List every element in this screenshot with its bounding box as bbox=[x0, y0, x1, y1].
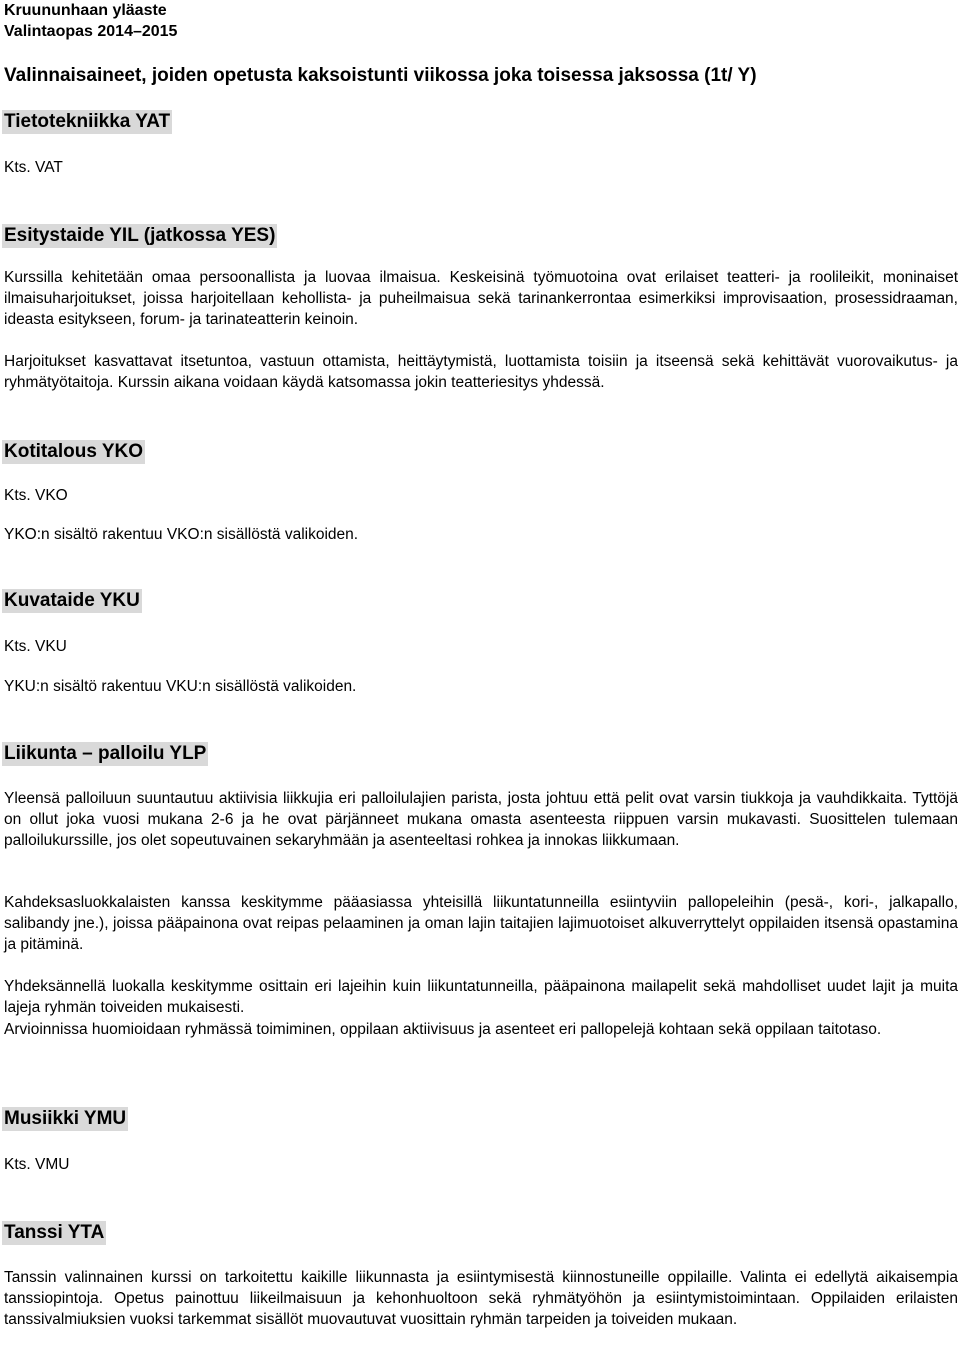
paragraph-ylp-2: Kahdeksasluokkalaisten kanssa keskitymme pääasiassa yhteisillä liikuntatunneilla esiintyviin pallopeleihin (pesä-, kori-, jalkapallo, salibandy jne.), joissa pääpainona ovat reipas pelaaminen ja oman lajin taitajien lajimuotoiset alkuverryttelyt oppilaiden itsensä opastamina ja pitäminä. bbox=[4, 894, 958, 953]
guide-title: Valintaopas 2014–2015 bbox=[4, 23, 178, 40]
section-ref-yko: Kts. VKO bbox=[4, 487, 68, 504]
paragraph-ylp-1: Yleensä palloiluun suuntautuu aktiivisia liikkujia eri palloilulajien parista, josta johtuu että pelit ovat varsin tiukkoja ja vauhdikkaita. Tyttöjä on ollut joka vuosi mukana 2-6 ja he ovat pärjänneet mukana omasta asenteesta riippuen varsin mukavasti. Suosittelen tulemaan palloilukurssille, jos olet sopeutuvainen sekaryhmään ja asenteeltasi rohkea ja innokas liikkumaan. bbox=[4, 790, 958, 849]
section-note-yku: YKU:n sisältö rakentuu VKU:n sisällöstä valikoiden. bbox=[4, 678, 357, 695]
paragraph-yta-1: Tanssin valinnainen kurssi on tarkoitettu kaikille liikunnasta ja esiintymisestä kiinnostuneille oppilaille. Valinta ei edellytä aikaisempia tanssiopintoja. Opetus painottuu liikeilmaisuun ja kehonhuoltoon sekä ryhmätyöhön ja esiintymistoimintaan. Oppilaiden erilaisten tanssivalmiuksien vuoksi tarkemmat sisällöt muovautuvat vuosittain ryhmän tarpeiden ja toiveiden mukaan. bbox=[4, 1269, 958, 1328]
section-heading-yat: Tietotekniikka YAT bbox=[4, 111, 171, 132]
section-note-yko: YKO:n sisältö rakentuu VKO:n sisällöstä valikoiden. bbox=[4, 526, 359, 543]
section-heading-yta: Tanssi YTA bbox=[4, 1222, 105, 1243]
school-name: Kruununhaan yläaste bbox=[4, 2, 167, 19]
section-ref-ymu: Kts. VMU bbox=[4, 1156, 70, 1173]
document-header bbox=[4, 0, 177, 42]
paragraph-yil-2: Harjoitukset kasvattavat itsetuntoa, vastuun ottamista, heittäytymistä, luottamista toisiin ja itseensä sekä kehittävät vuorovaikutus- ja ryhmätyötaitoja. Kurssin aikana voidaan käydä katsomassa jokin teatteriesitys yhdessä. bbox=[4, 353, 958, 391]
section-heading-ylp: Liikunta – palloilu YLP bbox=[4, 743, 207, 764]
paragraph-ylp-3: Yhdeksännellä luokalla keskitymme osittain eri lajeihin kuin liikuntatunneilla, pääpainona mailapelit sekä mahdolliset uudet lajit ja muita lajeja ryhmän toiveiden mukaisesti. bbox=[4, 978, 958, 1016]
section-ref-yat: Kts. VAT bbox=[4, 159, 63, 176]
paragraph-ylp-4: Arvioinnissa huomioidaan ryhmässä toimiminen, oppilaan aktiivisuus ja asenteet eri pallopelejä kohtaan sekä oppilaan taitotaso. bbox=[4, 1021, 882, 1038]
section-ref-yku: Kts. VKU bbox=[4, 638, 67, 655]
section-heading-yil: Esitystaide YIL (jatkossa YES) bbox=[4, 225, 276, 246]
section-heading-ymu: Musiikki YMU bbox=[4, 1108, 127, 1129]
section-heading-yko: Kotitalous YKO bbox=[4, 441, 143, 462]
paragraph-yil-1: Kurssilla kehitetään omaa persoonallista ja luovaa ilmaisua. Keskeisinä työmuotoina ovat erilaiset teatteri- ja roolileikit, moninaiset ilmaisuharjoitukset, joissa harjoitellaan kehollista- ja puheilmaisua sekä tarinankerrontaa esimerkiksi improvisaation, prosessidraaman, ideasta esitykseen, forum- ja tarinateatterin keinoin. bbox=[4, 269, 958, 328]
main-title: Valinnaisaineet, joiden opetusta kaksoistunti viikossa joka toisessa jaksossa (1t/ Y) bbox=[4, 65, 757, 86]
section-heading-yku: Kuvataide YKU bbox=[4, 590, 140, 611]
